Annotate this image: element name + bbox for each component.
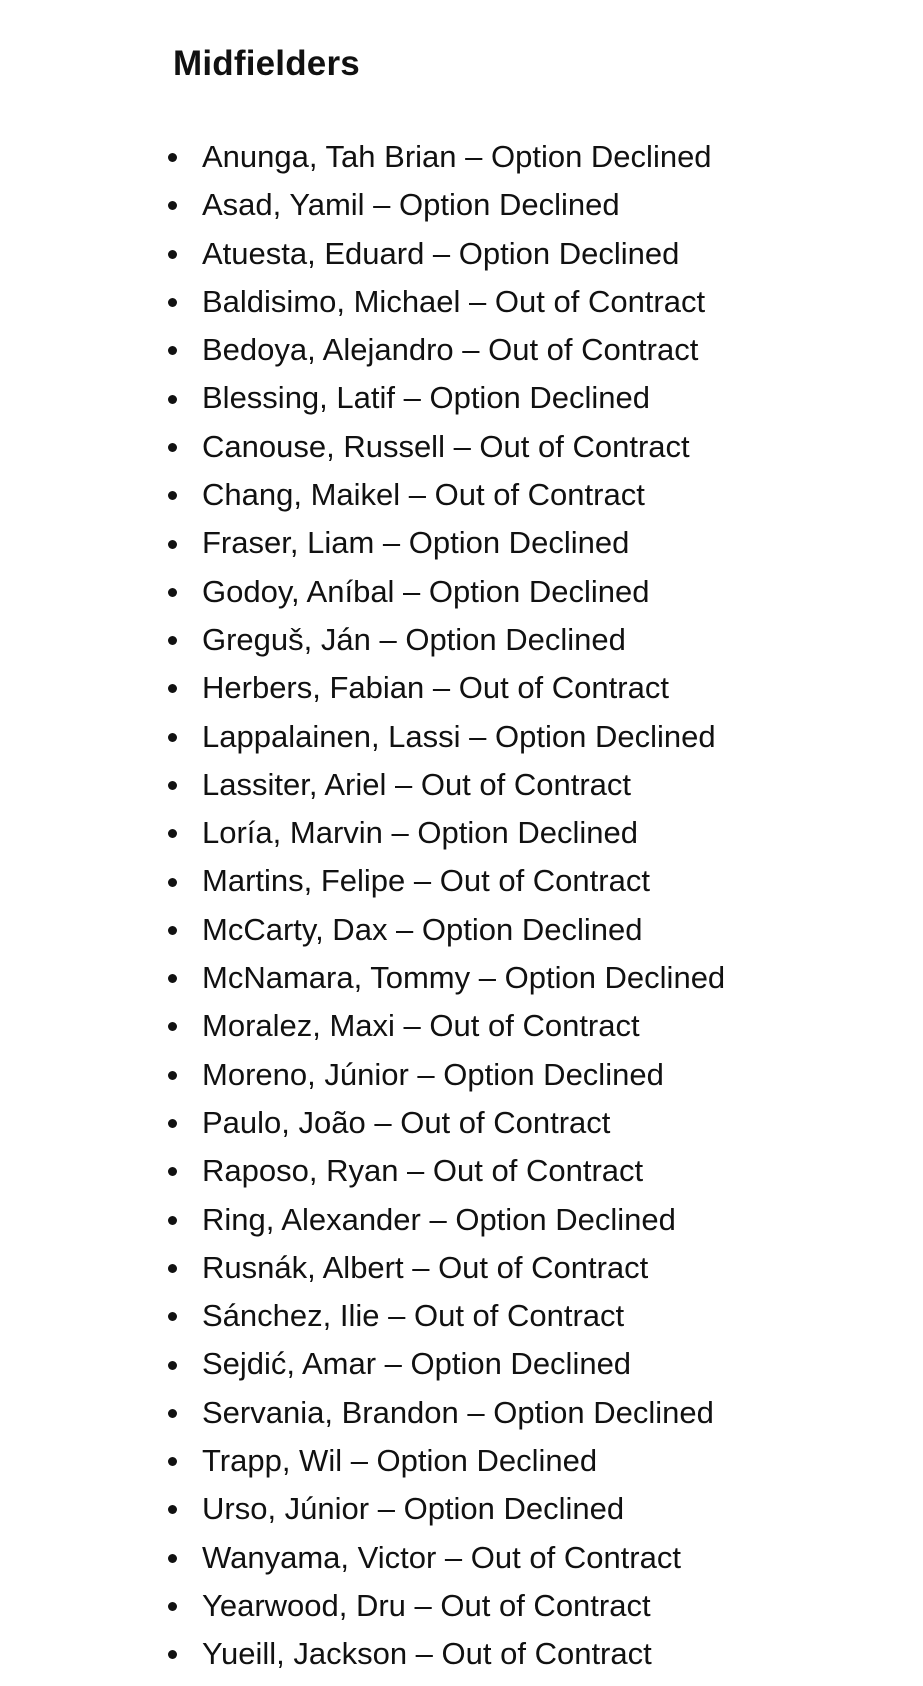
list-item (0, 1485, 923, 1533)
player-status-text: Fraser, Liam – Option Declined (202, 525, 630, 561)
bullet-icon (168, 1505, 177, 1514)
list-item (0, 230, 923, 278)
bullet-icon (168, 1312, 177, 1321)
bullet-icon (168, 781, 177, 790)
list-item (0, 278, 923, 326)
list-item (0, 1437, 923, 1485)
player-status-text: Canouse, Russell – Out of Contract (202, 428, 690, 464)
bullet-icon (168, 588, 177, 597)
list-item (0, 1534, 923, 1582)
player-status-text: Yearwood, Dru – Out of Contract (202, 1587, 651, 1623)
bullet-icon (168, 250, 177, 259)
player-status-text: Sejdić, Amar – Option Declined (202, 1346, 632, 1382)
section-heading: Midfielders (173, 44, 360, 83)
player-status-text: McNamara, Tommy – Option Declined (202, 960, 726, 996)
list-item (0, 616, 923, 664)
list-item (0, 1002, 923, 1050)
bullet-icon (168, 443, 177, 452)
bullet-icon (168, 201, 177, 210)
bullet-icon (168, 1167, 177, 1176)
list-item (0, 568, 923, 616)
list-item (0, 471, 923, 519)
player-status-text: Lappalainen, Lassi – Option Declined (202, 718, 716, 754)
player-status-text: Asad, Yamil – Option Declined (202, 187, 620, 223)
bullet-icon (168, 346, 177, 355)
player-status-text: Atuesta, Eduard – Option Declined (202, 235, 680, 271)
list-item (0, 181, 923, 229)
list-item (0, 519, 923, 567)
player-status-text: Bedoya, Alejandro – Out of Contract (202, 332, 699, 368)
list-item (0, 374, 923, 422)
bullet-icon (168, 491, 177, 500)
player-status-text: Sánchez, Ilie – Out of Contract (202, 1298, 625, 1334)
bullet-icon (168, 153, 177, 162)
list-item (0, 1244, 923, 1292)
bullet-icon (168, 878, 177, 887)
player-list (0, 133, 923, 1679)
bullet-icon (168, 1602, 177, 1611)
player-status-text: Moralez, Maxi – Out of Contract (202, 1008, 640, 1044)
list-item (0, 713, 923, 761)
bullet-icon (168, 1361, 177, 1370)
player-status-text: Blessing, Latif – Option Declined (202, 380, 651, 416)
player-status-text: Greguš, Ján – Option Declined (202, 621, 626, 657)
bullet-icon (168, 636, 177, 645)
list-item (0, 857, 923, 905)
player-status-text: Lassiter, Ariel – Out of Contract (202, 766, 632, 802)
list-item (0, 761, 923, 809)
list-item (0, 133, 923, 181)
player-status-text: Ring, Alexander – Option Declined (202, 1201, 676, 1237)
player-status-text: Baldisimo, Michael – Out of Contract (202, 283, 706, 319)
player-status-text: Trapp, Wil – Option Declined (202, 1443, 598, 1479)
list-item (0, 1340, 923, 1388)
player-status-text: Yueill, Jackson – Out of Contract (202, 1636, 652, 1672)
bullet-icon (168, 684, 177, 693)
bullet-icon (168, 298, 177, 307)
list-item (0, 1389, 923, 1437)
player-status-text: Wanyama, Victor – Out of Contract (202, 1539, 681, 1575)
bullet-icon (168, 1409, 177, 1418)
bullet-icon (168, 1022, 177, 1031)
player-status-text: Rusnák, Albert – Out of Contract (202, 1249, 649, 1285)
list-item (0, 1196, 923, 1244)
bullet-icon (168, 540, 177, 549)
bullet-icon (168, 1264, 177, 1273)
list-item (0, 1051, 923, 1099)
bullet-icon (168, 395, 177, 404)
player-status-text: Godoy, Aníbal – Option Declined (202, 573, 650, 609)
list-item (0, 954, 923, 1002)
list-item (0, 326, 923, 374)
bullet-icon (168, 974, 177, 983)
bullet-icon (168, 1554, 177, 1563)
bullet-icon (168, 1071, 177, 1080)
list-item (0, 809, 923, 857)
bullet-icon (168, 829, 177, 838)
player-status-text: Raposo, Ryan – Out of Contract (202, 1153, 644, 1189)
player-status-text: Anunga, Tah Brian – Option Declined (202, 139, 712, 174)
list-item (0, 664, 923, 712)
bullet-icon (168, 1650, 177, 1659)
player-status-text: Paulo, João – Out of Contract (202, 1104, 611, 1140)
list-item (0, 423, 923, 471)
list-item (0, 906, 923, 954)
player-status-text: Servania, Brandon – Option Declined (202, 1394, 714, 1430)
list-item (0, 1147, 923, 1195)
player-status-text: Loría, Marvin – Option Declined (202, 815, 638, 851)
bullet-icon (168, 733, 177, 742)
player-status-text: Herbers, Fabian – Out of Contract (202, 670, 669, 706)
player-status-text: Martins, Felipe – Out of Contract (202, 863, 650, 899)
player-status-text: Chang, Maikel – Out of Contract (202, 477, 645, 513)
list-item (0, 1099, 923, 1147)
list-item (0, 1292, 923, 1340)
bullet-icon (168, 1457, 177, 1466)
bullet-icon (168, 1216, 177, 1225)
list-item (0, 1630, 923, 1678)
bullet-icon (168, 1119, 177, 1128)
player-status-text: Moreno, Júnior – Option Declined (202, 1056, 664, 1092)
list-item (0, 1582, 923, 1630)
player-status-text: Urso, Júnior – Option Declined (202, 1491, 625, 1527)
player-status-text: McCarty, Dax – Option Declined (202, 911, 643, 947)
bullet-icon (168, 926, 177, 935)
